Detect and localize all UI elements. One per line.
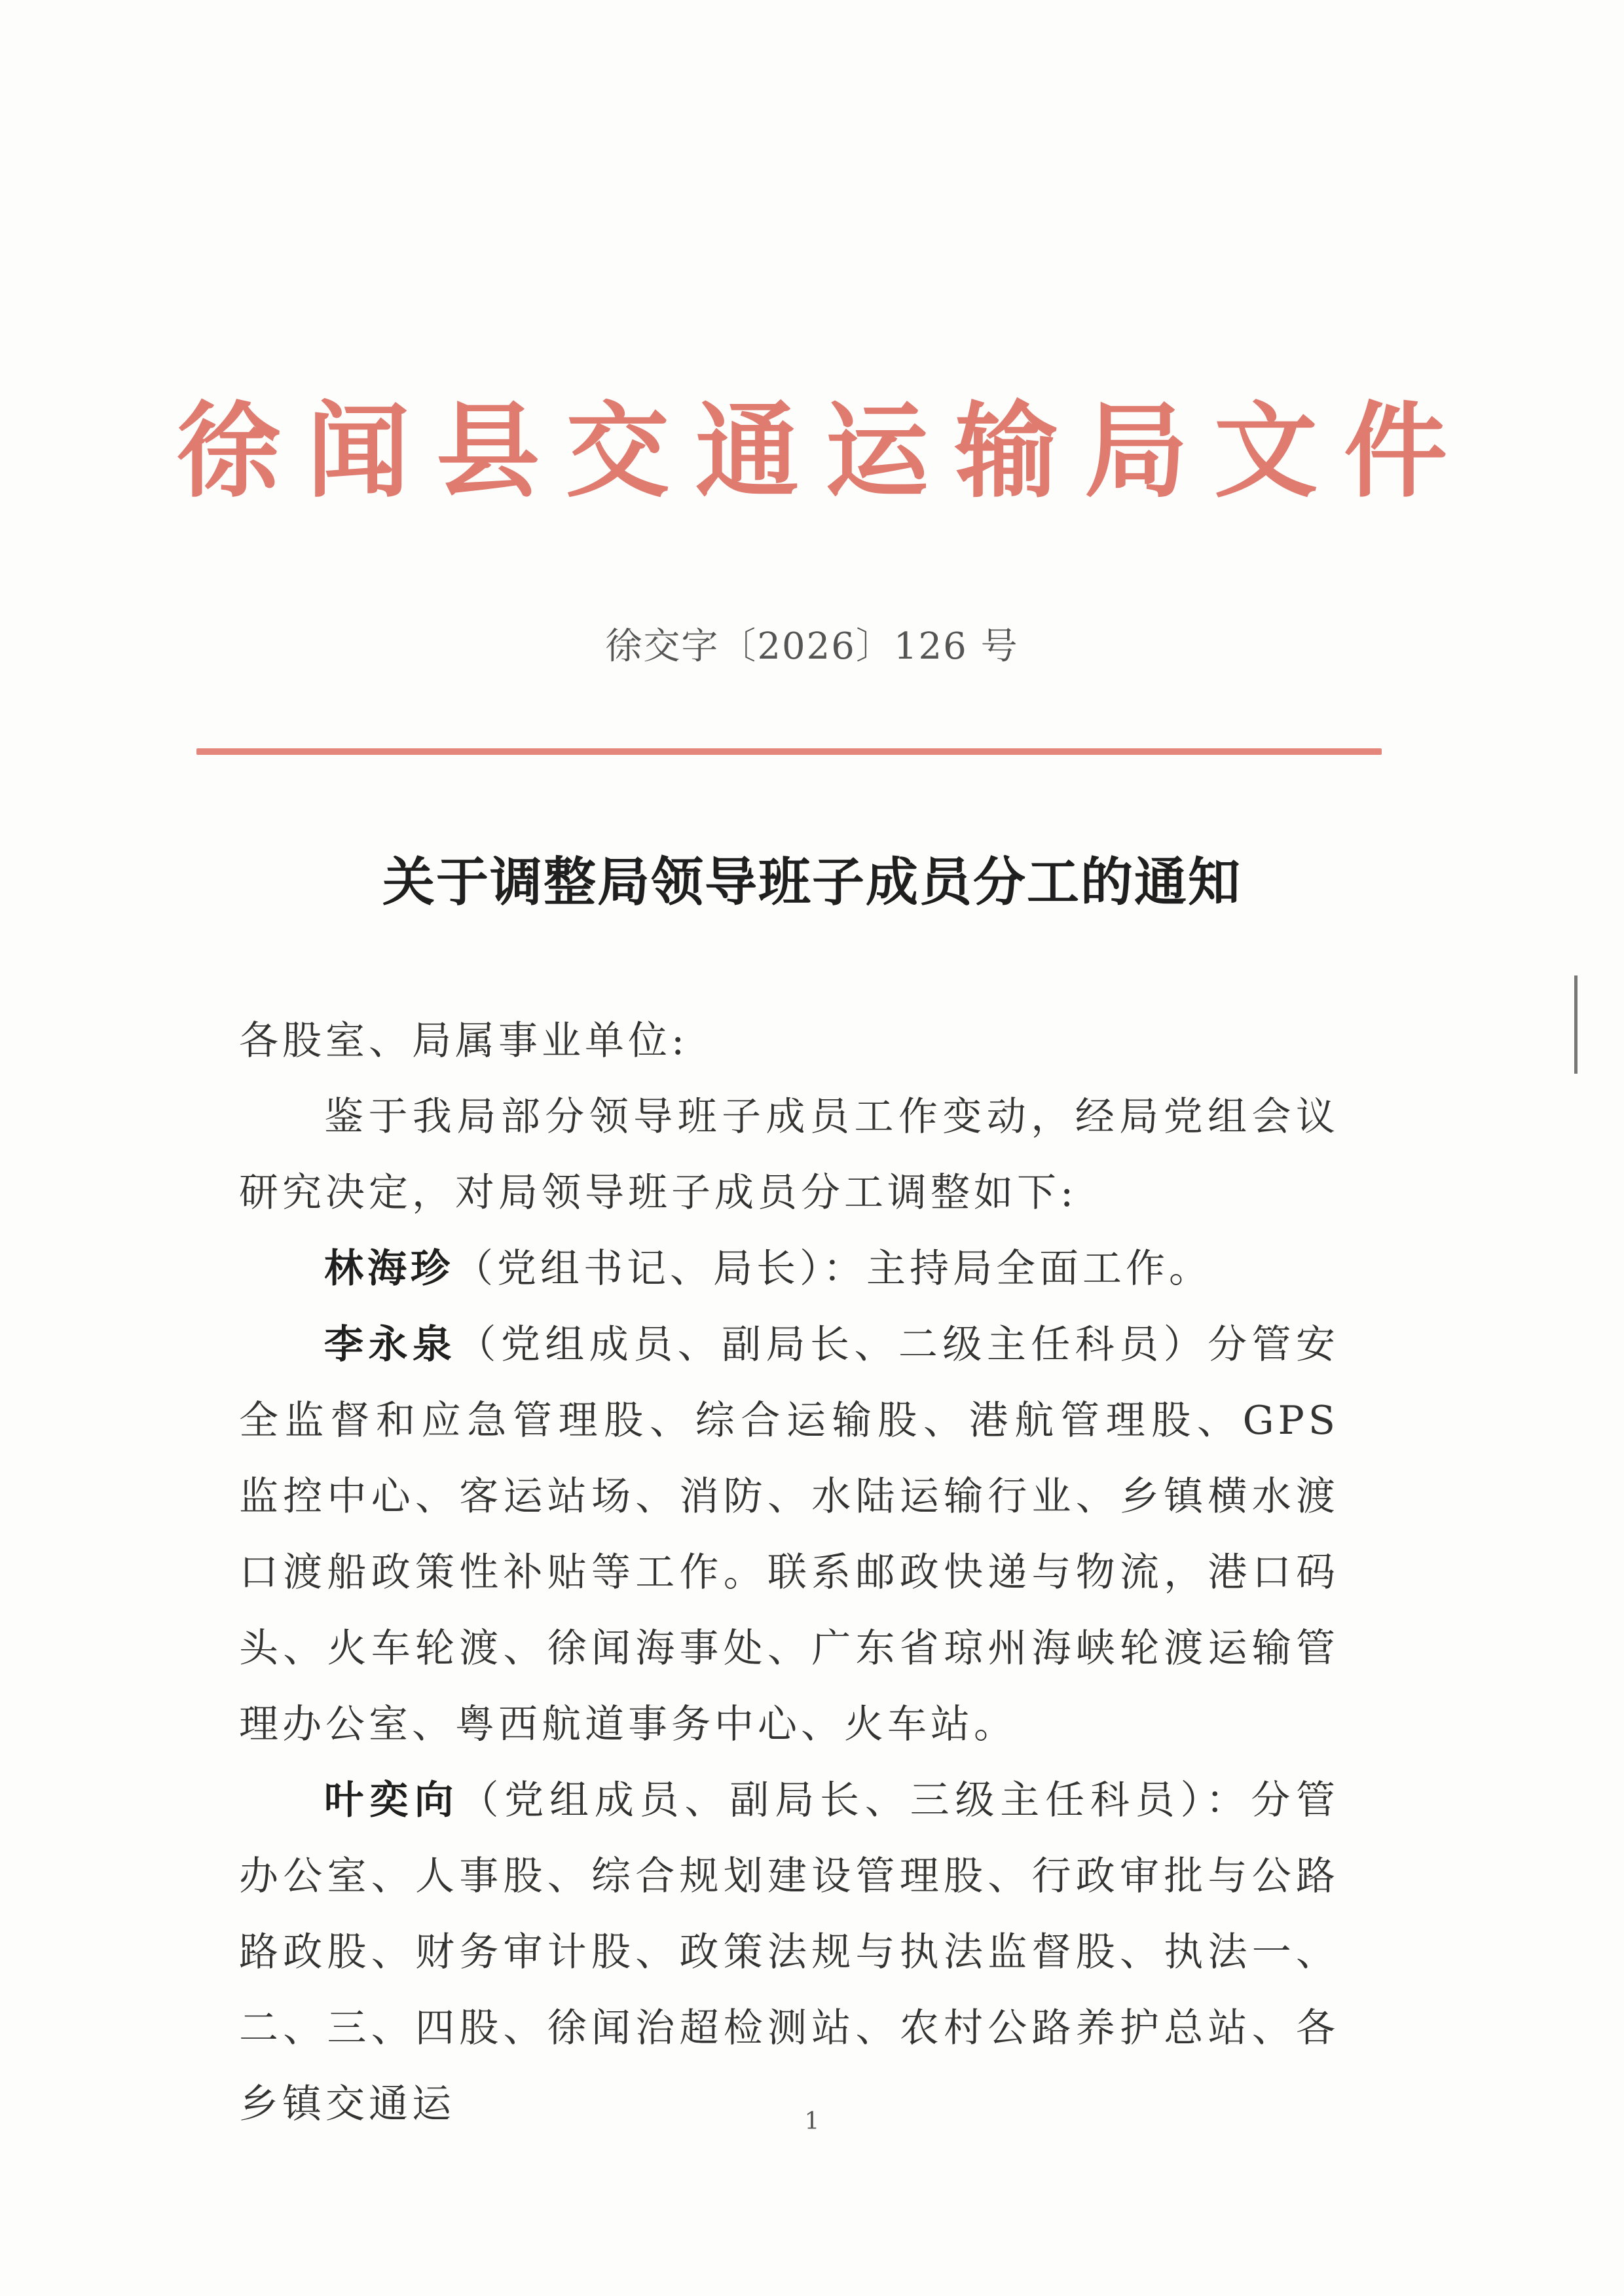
document-body <box>239 1003 1339 2142</box>
page-number: 1 <box>804 2108 820 2135</box>
assignment-detail: （党组书记、局长）：主持局全面工作。 <box>454 1246 1212 1292</box>
document-number: 徐交字〔2026〕126 号 <box>605 625 1019 668</box>
assignment-paragraph <box>239 1762 1339 2142</box>
intro-paragraph: 鉴于我局部分领导班子成员工作变动，经局党组会议研究决定，对局领导班子成员分工调整如下: <box>239 1094 1339 1216</box>
notice-title: 关于调整局领导班子成员分工的通知 <box>382 851 1242 913</box>
person-name: 林海珍 <box>324 1246 454 1292</box>
document-header-title: 徐闻县交通运输局文件 <box>177 391 1473 512</box>
salutation: 各股室、局属事业单位: <box>239 1018 689 1064</box>
person-name: 叶奕向 <box>324 1777 460 1823</box>
person-name: 李永泉 <box>324 1322 457 1368</box>
assignment-paragraph <box>239 1307 1339 1762</box>
assignment-detail: （党组成员、副局长、二级主任科员）分管安全监督和应急管理股、综合运输股、港航管理股、GPS 监控中心、客运站场、消防、水陆运输行业、乡镇横水渡口渡船政策性补贴等工作。联系邮政快递与物流，港口码头、火车轮渡、徐闻海事处、广东省琼州海峡轮渡运输管理办公室、粤西航道事务中心、火车站。 <box>239 1322 1340 1747</box>
scan-margin-mark <box>1574 975 1578 1074</box>
header-divider-line <box>196 748 1382 755</box>
assignment-detail: （党组成员、副局长、三级主任科员）：分管办公室、人事股、综合规划建设管理股、行政审批与公路路政股、财务审计股、政策法规与执法监督股、执法一、二、三、四股、徐闻治超检测站、农村公路养护总站、各乡镇交通运 <box>239 1777 1340 2127</box>
assignment-paragraph <box>239 1231 1339 1307</box>
